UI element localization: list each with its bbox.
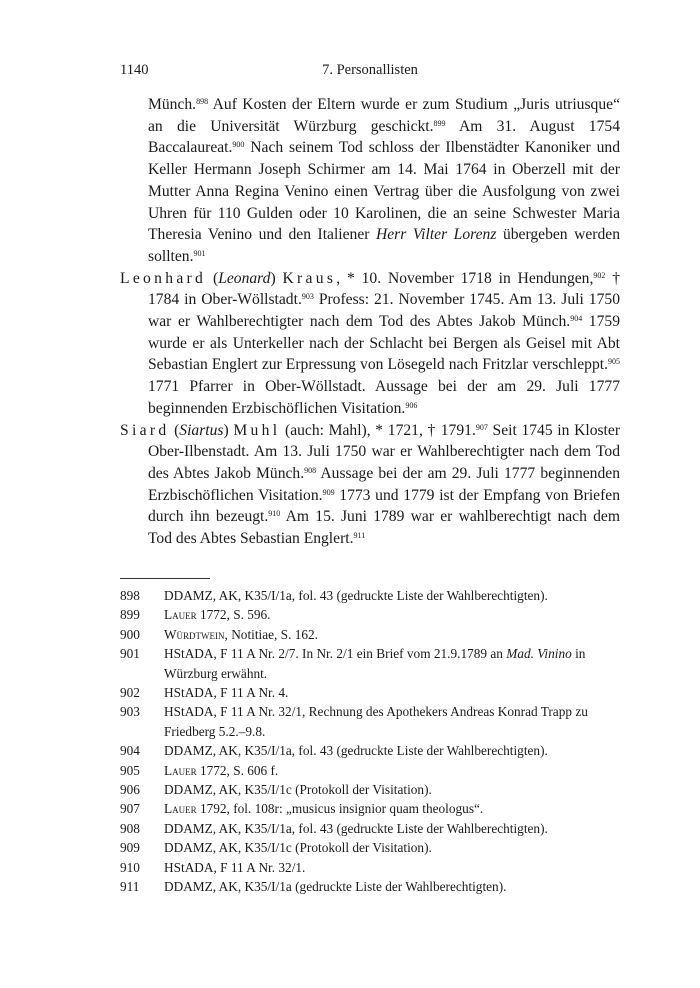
footnote-text: in Würzburg erwähnt.: [164, 646, 586, 681]
text-run: 1771 Pfarrer in Ober-Wöllstadt. Aussage bei der am 29. Juli 1777 beginnenden Erzbischöflichen Visitation.: [148, 378, 620, 417]
footnote-number: 911: [120, 879, 140, 895]
author-name: Würdtwein: [164, 626, 225, 642]
main-text: [120, 94, 620, 550]
text-run: Auf Kosten der Eltern wurde er zum Studium „Juris utriusque“ an die Universität Würzburg geschickt.: [148, 96, 620, 135]
text-run: (: [206, 269, 219, 287]
footnote: [120, 605, 620, 624]
footnote-text: DDAMZ, AK, K35/I/1a (gedruckte Liste der Wahlberechtigten).: [164, 879, 507, 895]
footnote-ref: 900: [232, 140, 245, 150]
footnote-text: DDAMZ, AK, K35/I/1a, fol. 43 (gedruckte Liste der Wahlberechtigten).: [164, 743, 548, 759]
author-name: Lauer: [164, 762, 197, 778]
entry-muhl: [120, 420, 620, 550]
footnote-number: 907: [120, 801, 140, 817]
text-run: Nach seinem Tod schloss der Ilbenstädter Kanoniker und Keller Hermann Joseph Schirmer am 14. Mai 1764 in Oberzell mit der Mutter Anna Regina Venino einen Vertrag über die Ausfolgung von zwei Uhren für 110 Gulden oder 10 Karolinen, die an seine Schwester Maria Theresia Venino und den Italiener: [148, 139, 620, 244]
footnote: [120, 625, 620, 644]
text-run: ): [223, 421, 234, 439]
footnote: [120, 858, 620, 877]
footnote-ref: 906: [405, 400, 418, 410]
text-run: (auch: Mahl), * 1721, † 1791.: [280, 421, 476, 439]
footnote-separator: [120, 578, 210, 579]
footnote-number: 910: [120, 859, 140, 875]
text-run: 1773 und 1779 ist der Empfang von Briefen durch ihn bezeugt.: [148, 486, 621, 526]
footnote-number: 906: [120, 782, 140, 798]
footnote-number: 903: [120, 704, 140, 720]
footnote: [120, 586, 620, 605]
footnote-text: HStADA, F 11 A Nr. 4.: [164, 685, 289, 701]
footnote-text: DDAMZ, AK, K35/I/1a, fol. 43 (gedruckte Liste der Wahlberechtigten).: [164, 588, 548, 603]
running-title: 7. Personallisten: [322, 62, 418, 78]
footnotes: [120, 586, 620, 897]
footnote-ref: 905: [608, 357, 620, 367]
footnote-ref: 898: [196, 97, 209, 106]
author-name: Lauer: [164, 801, 197, 817]
page-number: 1140: [120, 62, 149, 78]
footnote-number: 909: [120, 840, 140, 856]
text-run: 1759 wurde er als Unterkeller nach der Schlacht bei Bergen als Geisel mit Abt Sebastian Englert zur Erpressung von Lösegeld nach Fritzlar verschleppt.: [148, 313, 620, 374]
footnote-ref: 907: [475, 422, 488, 432]
footnote: [120, 644, 620, 683]
text-run: ): [270, 269, 283, 287]
footnote-ref: 899: [433, 118, 446, 128]
footnote-number: 902: [120, 685, 140, 701]
alt-name: Siartus: [179, 421, 224, 439]
footnote-ref: 910: [268, 509, 281, 519]
footnote: [120, 780, 620, 799]
footnote-number: 904: [120, 743, 140, 759]
alt-name: Leonard: [218, 269, 271, 287]
footnote-ref: 903: [301, 292, 314, 302]
text-run: Münch.: [148, 96, 197, 113]
text-run: Am 15. Juni 1789 war er wahlberechtigt nach dem Tod des Abtes Sebastian Englert.: [148, 508, 620, 548]
italic-name: Mad. Vinino: [506, 646, 572, 662]
text-run: Seit 1745 in Kloster Ober-Ilbenstadt. Am 13. Juli 1750 war er Wahlberechtigter nach dem Tod des Abtes Jakob Münch.: [148, 421, 621, 482]
footnote-text: DDAMZ, AK, K35/I/1a, fol. 43 (gedruckte Liste der Wahlberechtigten).: [164, 820, 548, 836]
entry-continuation: [120, 94, 620, 268]
footnote: [120, 838, 620, 857]
footnote-text: DDAMZ, AK, K35/I/1c (Protokoll der Visitation).: [164, 782, 432, 798]
footnote-number: 908: [120, 820, 140, 836]
footnote-ref: 911: [353, 531, 366, 541]
footnote-number: 898: [120, 588, 140, 603]
given-name: Siard: [120, 421, 170, 439]
footnote-number: 905: [120, 762, 140, 778]
text-run: † 1784 in Ober-Wöllstadt.: [148, 269, 621, 309]
footnote-ref: 908: [304, 465, 317, 475]
footnote: [120, 819, 620, 838]
given-name: Leonhard: [120, 269, 207, 287]
footnote-ref: 909: [322, 487, 335, 497]
footnote-ref: 904: [570, 314, 583, 324]
author-name: Lauer: [164, 607, 197, 623]
footnote-text: HStADA, F 11 A Nr. 2/7. In Nr. 2/1 ein Brief vom 21.9.1789 an: [164, 646, 507, 662]
footnote: [120, 799, 620, 818]
footnote-text: 1772, S. 596.: [196, 607, 271, 623]
entry-kraus: [120, 268, 620, 420]
footnote: [120, 702, 620, 741]
footnote-number: 901: [120, 646, 140, 662]
footnote-text: 1792, fol. 108r: „musicus insignior quam theologus“.: [196, 801, 484, 817]
italic-name: Herr Vilter Lorenz: [375, 226, 497, 244]
footnote-text: HStADA, F 11 A Nr. 32/1.: [164, 859, 306, 875]
footnote-text: HStADA, F 11 A Nr. 32/1, Rechnung des Apothekers Andreas Konrad Trapp zu Friedberg 5.2.–9.8.: [164, 704, 588, 739]
text-run: Am 31. August 1754 Baccalaureat.: [148, 117, 620, 157]
footnote: [120, 741, 620, 760]
footnote-ref: 902: [593, 270, 606, 280]
footnote: [120, 761, 620, 780]
text-run: , * 10. November 1718 in Hendungen,: [336, 269, 594, 287]
surname: Muhl: [233, 421, 281, 439]
text-run: Aussage bei der am 29. Juli 1777 beginnenden Erzbischöflichen Visitation.: [148, 464, 620, 504]
footnote-text: 1772, S. 606 f.: [196, 762, 279, 778]
text-run: Profess: 21. November 1745. Am 13. Juli 1750 war er Wahlberechtigter nach dem Tod des Abtes Jakob Münch.: [148, 291, 620, 331]
footnote: [120, 877, 620, 896]
footnote: [120, 683, 620, 702]
text-run: übergeben werden sollten.: [148, 226, 621, 265]
footnote-text: DDAMZ, AK, K35/I/1c (Protokoll der Visitation).: [164, 840, 432, 856]
footnote-number: 900: [120, 626, 140, 642]
text-run: (: [169, 421, 180, 439]
footnote-text: , Notitiae, S. 162.: [224, 626, 318, 642]
footnote-number: 899: [120, 607, 140, 623]
page-header: [120, 62, 620, 82]
footnote-ref: 901: [193, 248, 206, 258]
surname: Kraus: [282, 269, 337, 287]
